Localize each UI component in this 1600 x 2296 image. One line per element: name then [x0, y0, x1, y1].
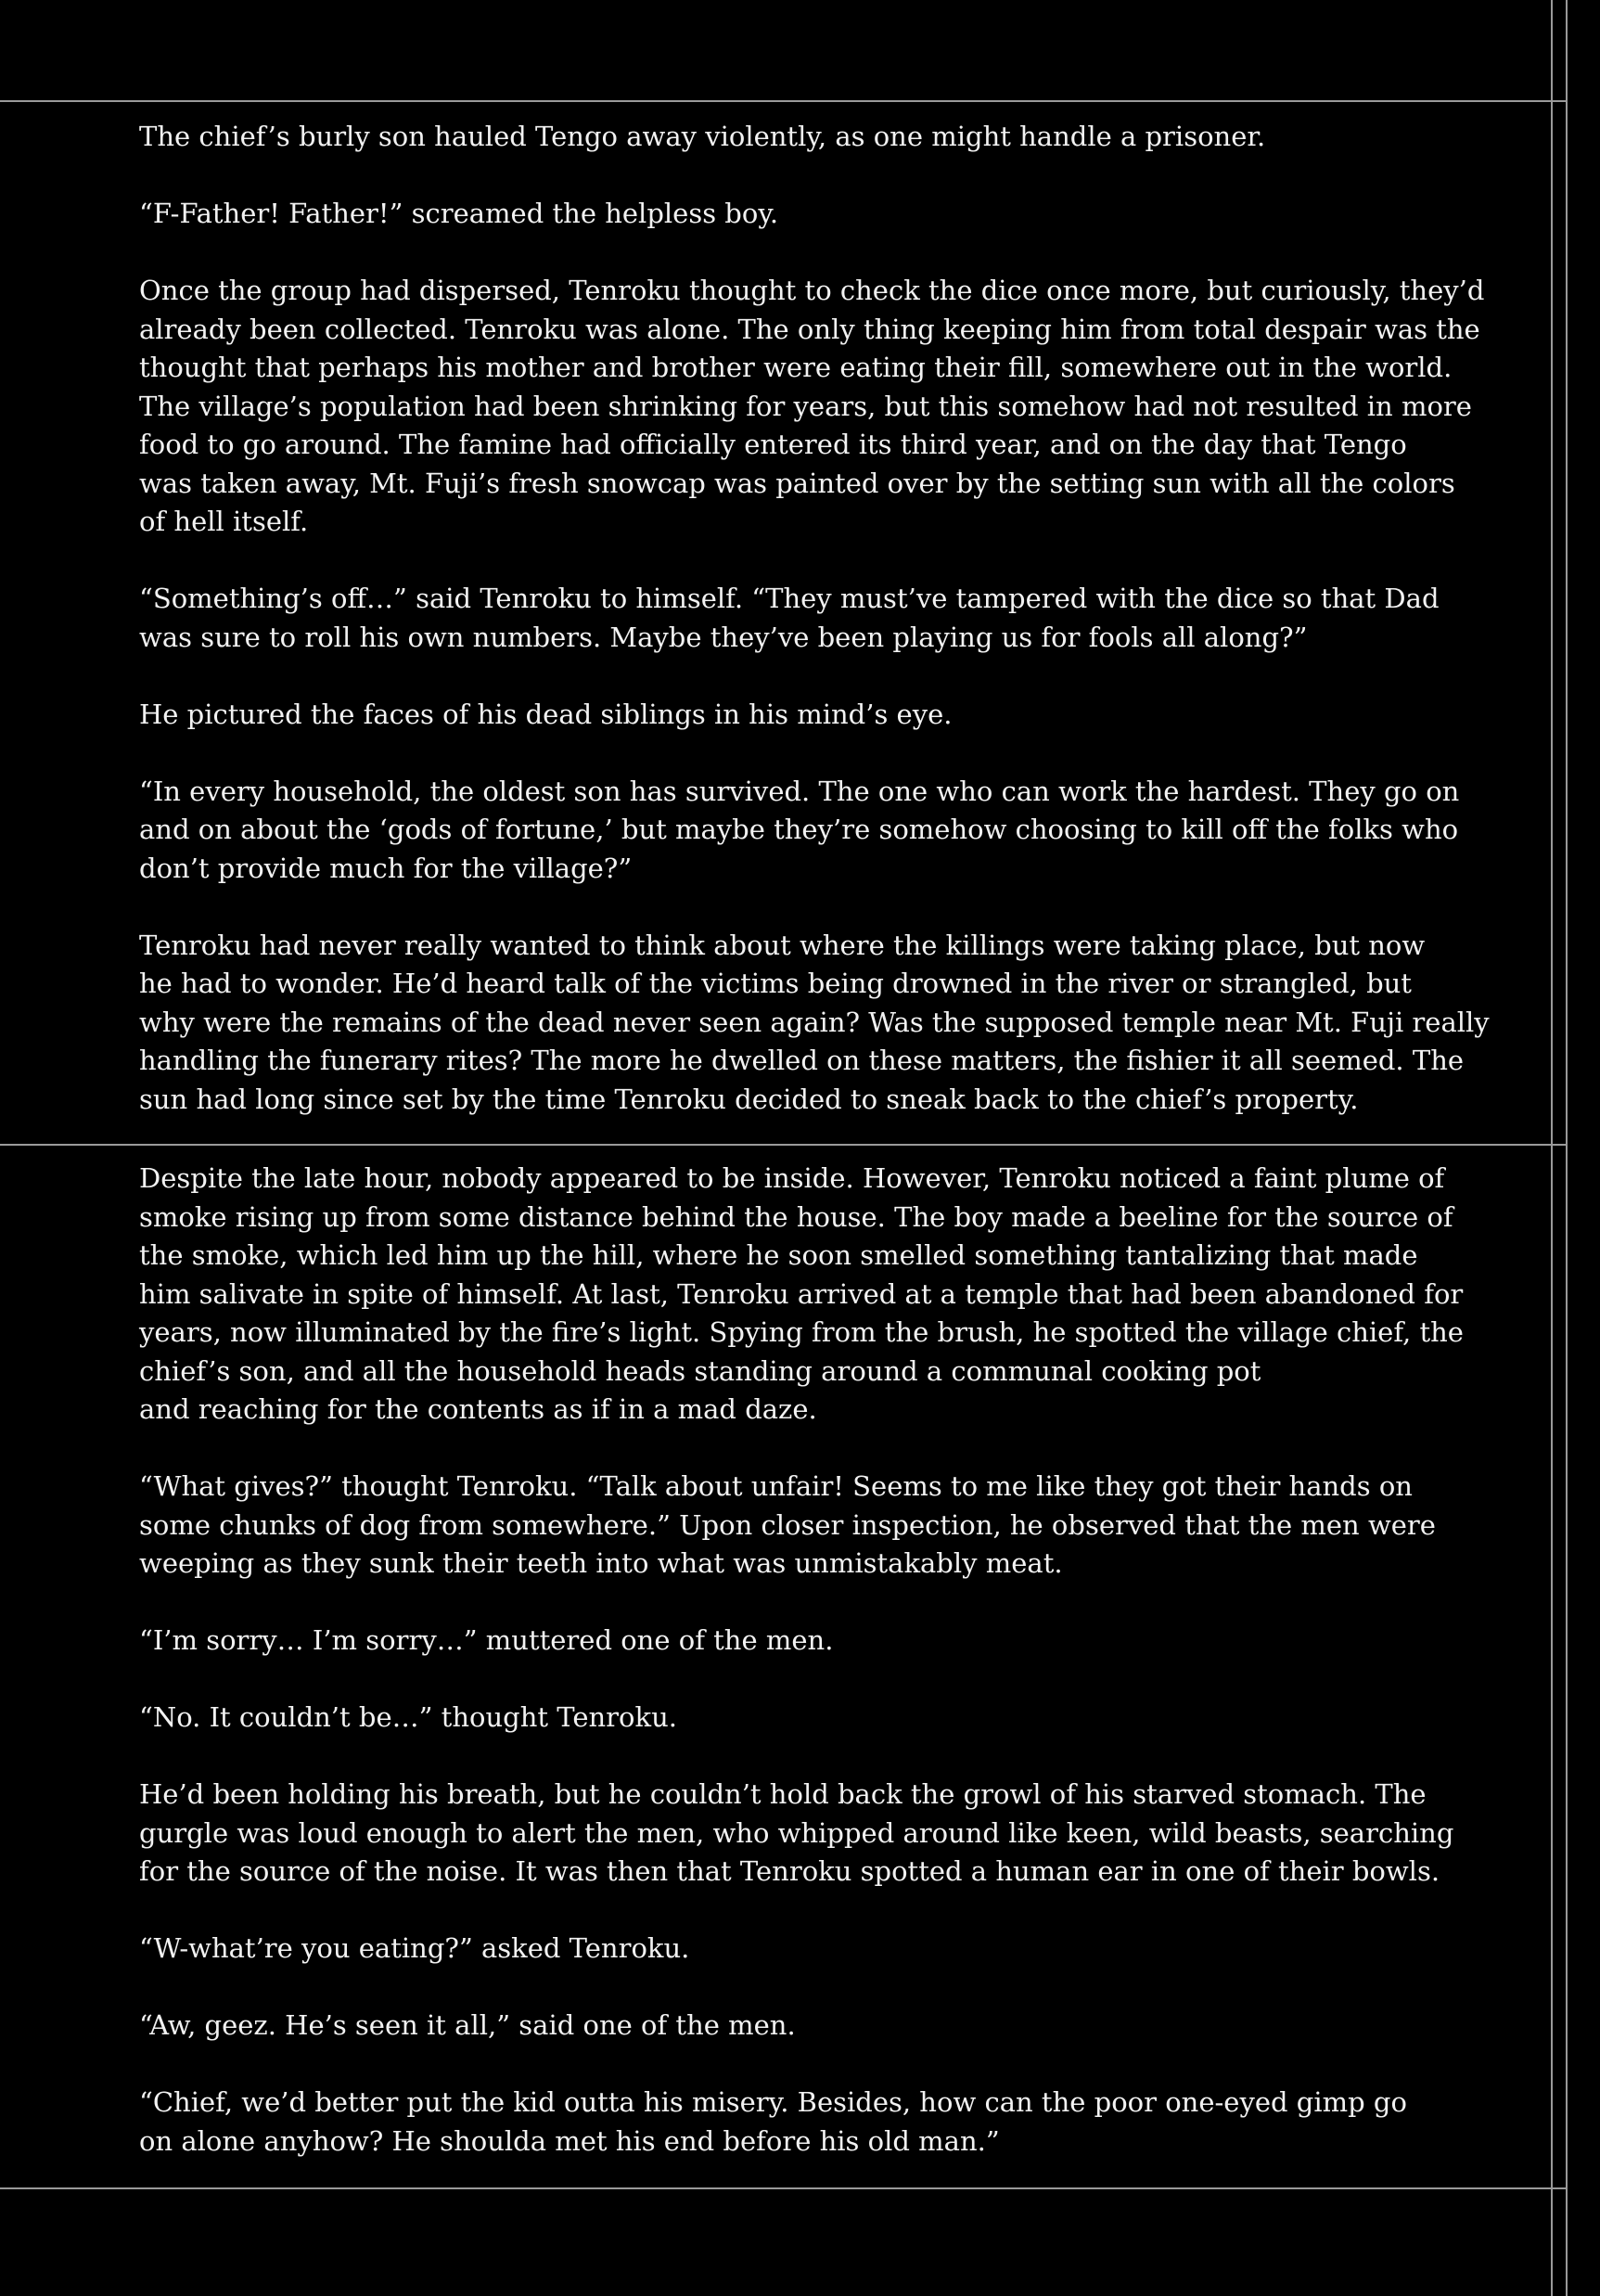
text-section-2: [139, 1160, 1498, 2161]
top-divider: [0, 100, 1566, 102]
paragraph: Once the group had dispersed, Tenroku thought to check the dice once more, but curiously, they’d already been collected. Tenroku was alone. The only thing keeping him from total despair was the thought that perhaps his mother and brother were eating their fill, somewhere out in the world. The village’s population had been shrinking for years, but this somehow had not resulted in more food to go around. The famine had officially entered its third year, and on the day that Tengo was taken away, Mt. Fuji’s fresh snowcap was painted over by the setting sun with all the colors of hell itself.: [139, 275, 1485, 537]
paragraph: Tenroku had never really wanted to think about where the killings were taking place, but now he had to wonder. He’d heard talk of the victims being drowned in the river or strangled, but why were the remains of the dead never seen again? Was the supposed temple near Mt. Fuji really handling the funerary rites? The more he dwelled on these matters, the fishier it all seemed. The sun had long since set by the time Tenroku decided to sneak back to the chief’s property.: [139, 929, 1490, 1115]
paragraph: “W-what’re you eating?” asked Tenroku.: [139, 1932, 690, 1964]
paragraph: “No. It couldn’t be…” thought Tenroku.: [139, 1701, 677, 1733]
right-margin-rule-outer: [1566, 0, 1568, 2296]
section-divider: [0, 1144, 1566, 1146]
paragraph: He’d been holding his breath, but he couldn’t hold back the growl of his starved stomach. The gurgle was loud enough to alert the men, who whipped around like keen, wild beasts, searching for the source of the noise. It was then that Tenroku spotted a human ear in one of their bowls.: [139, 1778, 1454, 1887]
paragraph: Despite the late hour, nobody appeared to be inside. However, Tenroku noticed a faint plume of smoke rising up from some distance behind the house. The boy made a beeline for the source of the smoke, which led him up the hill, where he soon smelled something tantalizing that made him salivate in spite of himself. At last, Tenroku arrived at a temple that had been abandoned for years, now illuminated by the fire’s light. Spying from the brush, he spotted the village chief, the chief’s son, and all the household heads standing around a communal cooking pot and reaching for the contents as if in a mad daze.: [139, 1162, 1464, 1425]
paragraph: “Chief, we’d better put the kid outta his misery. Besides, how can the poor one-eyed gimp go on alone anyhow? He shoulda met his end before his old man.”: [139, 2086, 1407, 2157]
paragraph: “I’m sorry… I’m sorry…” muttered one of the men.: [139, 1624, 834, 1656]
right-margin-rule-inner: [1551, 0, 1553, 2296]
paragraph: He pictured the faces of his dead siblings in his mind’s eye.: [139, 698, 953, 730]
paragraph: The chief’s burly son hauled Tengo away violently, as one might handle a prisoner.: [139, 121, 1266, 152]
paragraph: “F-Father! Father!” screamed the helpless boy.: [139, 198, 779, 229]
paragraph: “Something’s off…” said Tenroku to himself. “They must’ve tampered with the dice so that Dad was sure to roll his own numbers. Maybe they’ve been playing us for fools all along?”: [139, 583, 1440, 653]
paragraph: “Aw, geez. He’s seen it all,” said one of the men.: [139, 2009, 796, 2041]
paragraph: “In every household, the oldest son has survived. The one who can work the hardest. They go on and on about the ‘gods of fortune,’ but maybe they’re somehow choosing to kill off the folks who don’t provide much for the village?”: [139, 775, 1460, 884]
bottom-divider: [0, 2187, 1566, 2189]
text-section-1: [139, 118, 1498, 1119]
paragraph: “What gives?” thought Tenroku. “Talk about unfair! Seems to me like they got their hands on some chunks of dog from somewhere.” Upon closer inspection, he observed that the men were weeping as they sunk their teeth into what was unmistakably meat.: [139, 1470, 1436, 1579]
